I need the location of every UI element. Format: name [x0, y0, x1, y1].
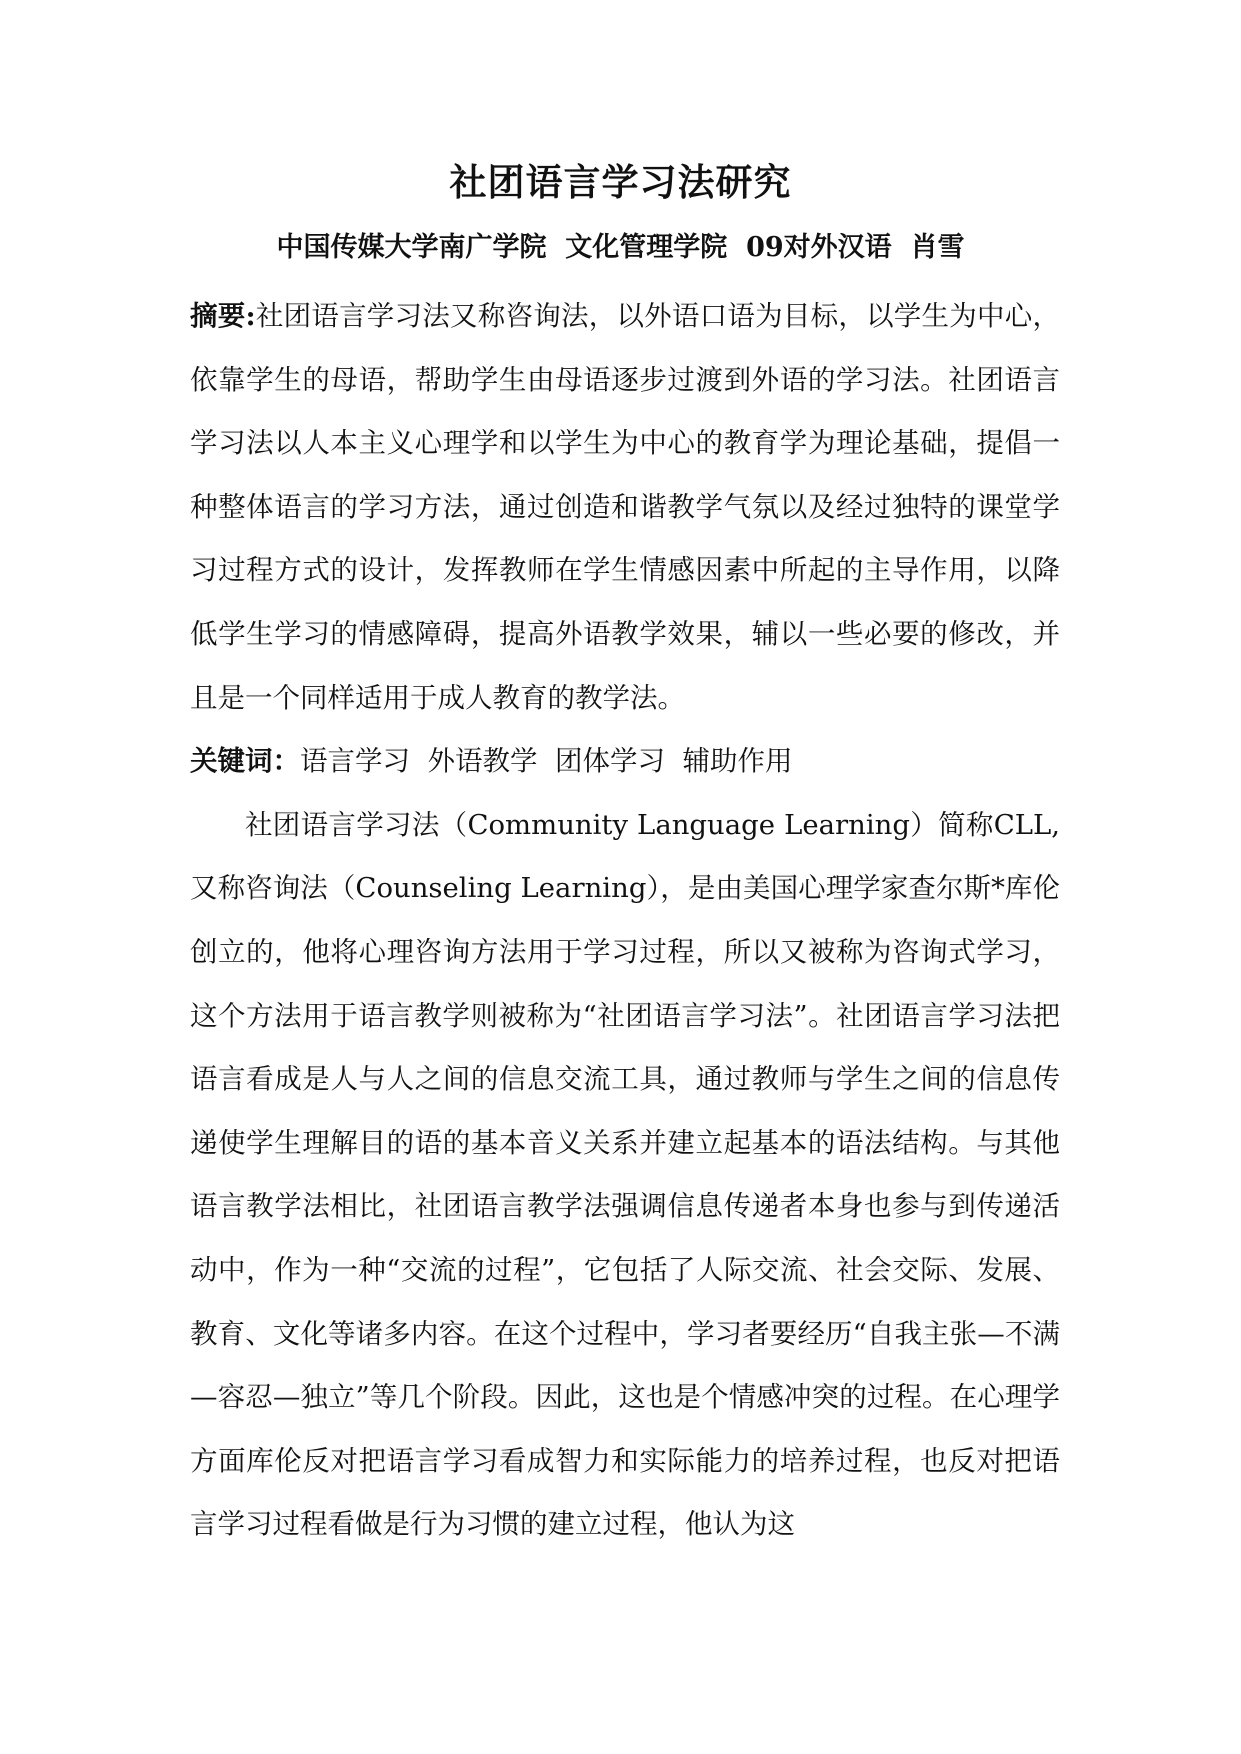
abstract-label: 摘要:: [190, 300, 256, 332]
keywords-label: 关键词：: [190, 745, 300, 778]
abstract-text: 社团语言学习法又称咨询法，以外语口语为目标，以学生为中心，依靠学生的母语，帮助学生由母语逐步过渡到外语的学习法。社团语言学习法以人本主义心理学和以学生为中心的教育学为理论基础，提倡一种整体语言的学习方法，通过创造和谐教学气氛以及经过独特的课堂学习过程方式的设计，发挥教师在学生情感因素中所起的主导作用，以降低学生学习的情感障碍，提高外语教学效果，辅以一些必要的修改，并且是一个同样适用于成人教育的教学法。: [190, 300, 1060, 714]
paper-content: [190, 285, 1060, 1557]
body-paragraph: 社团语言学习法（Community Language Learning）简称CLL,又称咨询法（Counseling Learning），是由美国心理学家查尔斯*库伦创立的，他将心理咨询方法用于学习过程，所以又被称为咨询式学习，这个方法用于语言教学则被称为“社团语言学习法”。社团语言学习法把语言看成是人与人之间的信息交流工具，通过教师与学生之间的信息传递使学生理解目的语的基本音义关系并建立起基本的语法结构。与其他语言教学法相比，社团语言教学法强调信息传递者本身也参与到传递活动中，作为一种“交流的过程”，它包括了人际交流、社会交际、发展、教育、文化等诸多内容。在这个过程中，学习者要经历“自我主张—不满—容忍—独立”等几个阶段。因此，这也是个情感冲突的过程。在心理学方面库伦反对把语言学习看成智力和实际能力的培养过程，也反对把语言学习过程看做是行为习惯的建立过程，他认为这: [190, 808, 1060, 1541]
author-line: 中国传媒大学南广学院 文化管理学院 09对外汉语 肖雪: [276, 232, 965, 263]
abstract-paragraph: [190, 285, 1060, 730]
keywords-paragraph: [190, 730, 1060, 794]
keywords-text: 语言学习 外语教学 团体学习 辅助作用: [300, 745, 793, 778]
paper-title: 社团语言学习法研究: [449, 160, 792, 204]
